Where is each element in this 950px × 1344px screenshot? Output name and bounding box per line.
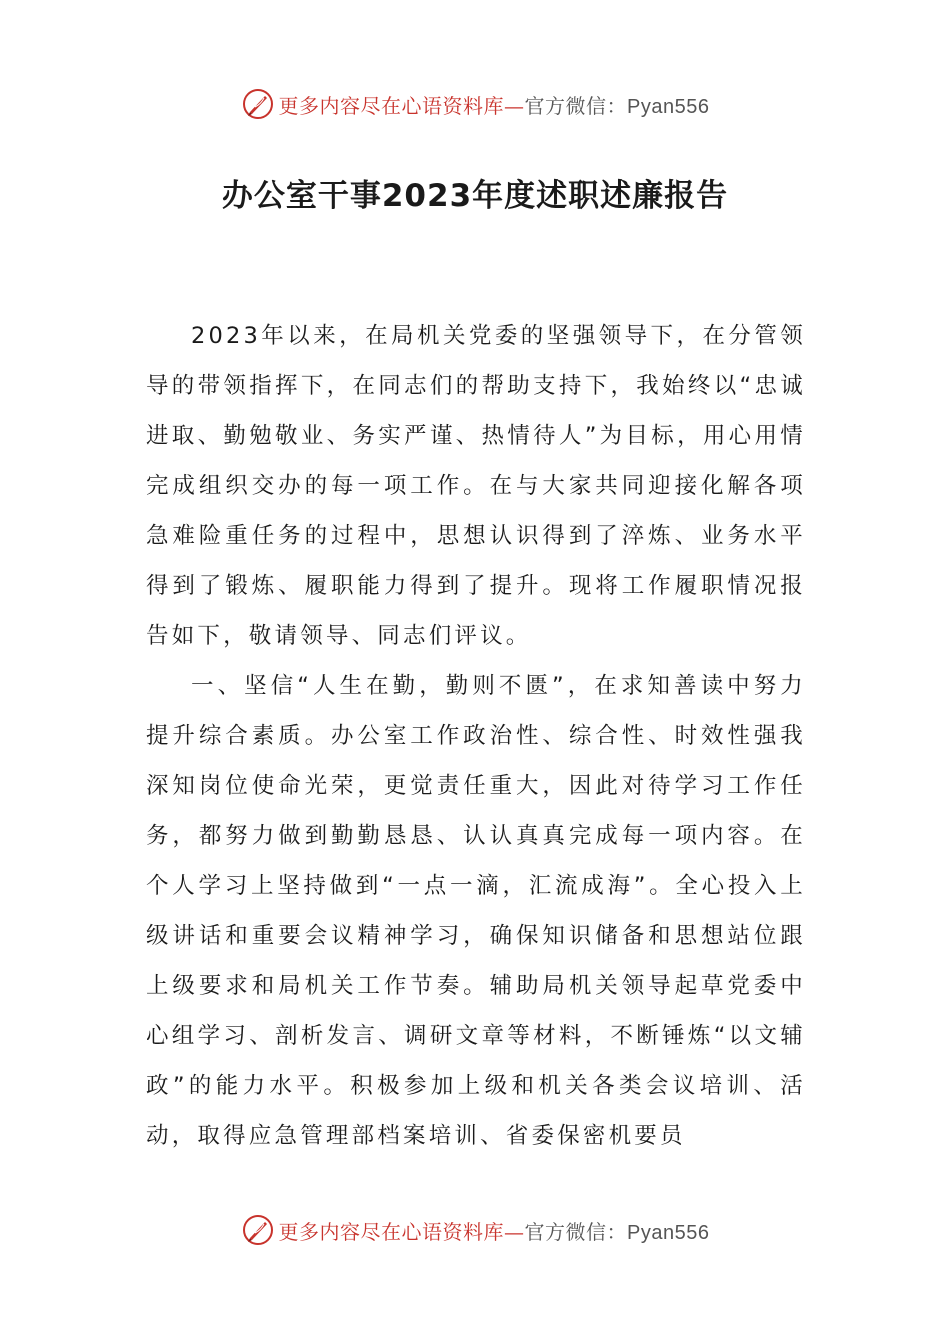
- paragraph-intro: 2023年以来，在局机关党委的坚强领导下，在分管领导的带领指挥下，在同志们的帮助支持下，我始终以“忠诚进取、勤勉敬业、务实严谨、热情待人”为目标，用心用情完成组织交办的每一项工作。在与大家共同迎接化解各项急难险重任务的过程中，思想认识得到了淬炼、业务水平得到了锻炼、履职能力得到了提升。现将工作履职情况报告如下，敬请领导、同志们评议。: [146, 323, 806, 649]
- watermark-wechat-label: 官方微信：: [524, 93, 628, 118]
- quill-pen-icon: [241, 1213, 275, 1247]
- watermark-dash: —: [504, 1219, 525, 1244]
- header-watermark: [0, 84, 950, 124]
- watermark-dash: —: [504, 93, 525, 118]
- paragraph-section-one: 一、坚信“人生在勤，勤则不匮”，在求知善读中努力提升综合素质。办公室工作政治性、综合性、时效性强我深知岗位使命光荣，更觉责任重大，因此对待学习工作任务，都努力做到勤勤恳恳、认认真真完成每一项内容。在个人学习上坚持做到“一点一滴，汇流成海”。全心投入上级讲话和重要会议精神学习，确保知识储备和思想站位跟上级要求和局机关工作节奏。辅助局机关领导起草党委中心组学习、剖析发言、调研文章等材料，不断锤炼“以文辅政”的能力水平。积极参加上级和机关各类会议培训、活动，取得应急管理部档案培训、省委保密机要员: [146, 673, 806, 1149]
- quill-pen-icon: [241, 87, 275, 121]
- watermark-text: 更多内容尽在心语资料库: [278, 93, 505, 118]
- watermark-wechat-id: Pyan556: [627, 1221, 710, 1244]
- watermark-wechat-id: Pyan556: [627, 95, 710, 118]
- watermark-wechat-label: 官方微信：: [524, 1219, 628, 1244]
- document-body: [146, 311, 806, 1161]
- footer-watermark: [0, 1210, 950, 1250]
- watermark-text: 更多内容尽在心语资料库: [278, 1219, 505, 1244]
- document-title: 办公室干事2023年度述职述廉报告: [221, 178, 729, 214]
